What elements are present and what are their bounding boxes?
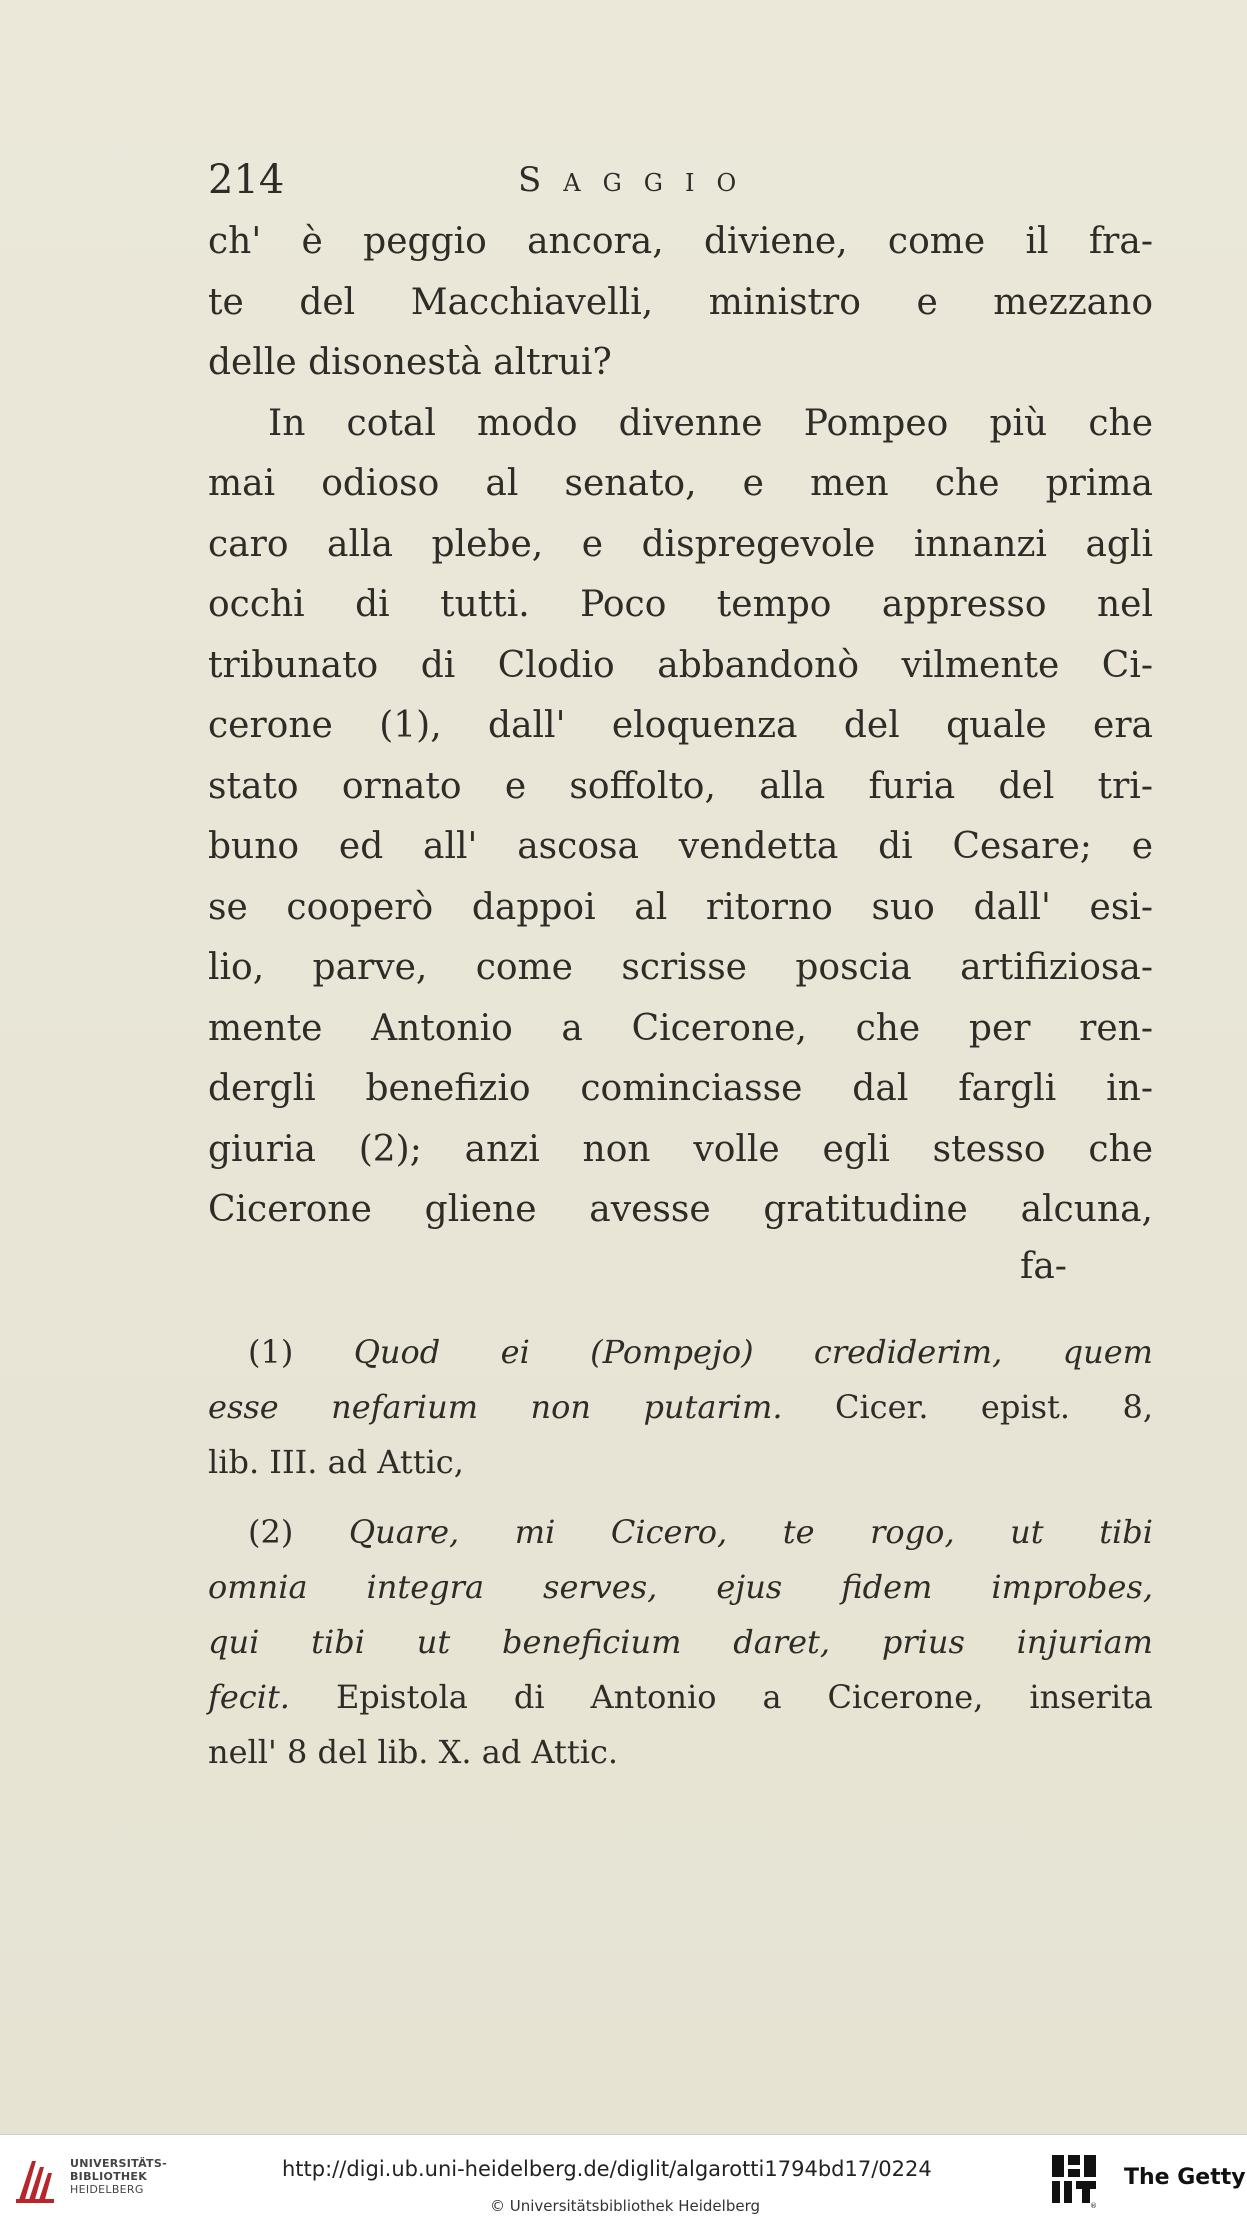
text-line: occhi di tutti. Poco tempo appresso nel (208, 584, 1153, 625)
text-line: cerone (1), dall' eloquenza del quale era (208, 705, 1153, 746)
footnote-text: fecit. (208, 1678, 290, 1716)
getty-logo-icon[interactable] (1050, 2153, 1100, 2209)
footnote-text: omnia integra serves, ejus fidem improbes, (208, 1568, 1153, 1606)
text-line: se cooperò dappoi al ritorno suo dall' esi- (208, 886, 1153, 928)
footnote-text: esse nefarium non putarim. (208, 1388, 783, 1426)
university-library-logo-icon[interactable] (14, 2155, 58, 2207)
footnote-text: qui tibi ut beneficium daret, prius injuriam (208, 1623, 1153, 1661)
text-line: tribunato di Clodio abbandonò vilmente Ci- (208, 644, 1153, 686)
footnote-1 (208, 1325, 1153, 1490)
text-line: delle disonestà altrui? (208, 342, 612, 383)
footnote-text: Quare, mi Cicero, te rogo, ut tibi (348, 1513, 1154, 1551)
text-line: ch' è peggio ancora, diviene, come il fra- (208, 221, 1153, 262)
running-head (208, 150, 1153, 210)
footnote-mark: (2) (248, 1513, 294, 1551)
text-line: In cotal modo divenne Pompeo più che (268, 402, 1153, 444)
footnote-text: Quod ei (Pompejo) crediderim, quem (353, 1333, 1154, 1371)
sponsor-name: The Getty (1124, 2165, 1246, 2190)
text-line: Cicerone gliene avesse gratitudine alcuna, (208, 1189, 1153, 1230)
university-library-name: UNIVERSITÄTS- BIBLIOTHEK HEIDELBERG (70, 2157, 167, 2196)
text-line: giuria (2); anzi non volle egli stesso che (208, 1128, 1153, 1170)
main-text (208, 212, 1153, 1241)
text-line: dergli benefizio cominciasse dal fargli in- (208, 1068, 1153, 1109)
footnote-text: Epistola di Antonio a Cicerone, inserita (289, 1678, 1153, 1716)
viewer-footer (0, 2134, 1247, 2225)
text-line: lio, parve, come scrisse poscia artifiziosa- (208, 947, 1153, 988)
text-line: caro alla plebe, e dispregevole innanzi agli (208, 523, 1153, 565)
text-line: mai odioso al senato, e men che prima (208, 463, 1153, 504)
permalink-url[interactable]: http://digi.ub.uni-heidelberg.de/diglit/algarotti1794bd17/0224 (282, 2157, 932, 2181)
copyright-notice: © Universitätsbibliothek Heidelberg (490, 2197, 761, 2215)
running-title: Saggio (518, 160, 759, 200)
footnote-text: Cicer. epist. 8, (782, 1388, 1154, 1426)
page-number: 214 (208, 157, 285, 203)
text-line: mente Antonio a Cicerone, che per ren- (208, 1007, 1153, 1049)
footnote-2 (208, 1505, 1153, 1780)
text-line: te del Macchiavelli, ministro e mezzano (208, 281, 1153, 323)
footnote-text: nell' 8 del lib. X. ad Attic. (208, 1733, 619, 1771)
footnote-mark: (1) (248, 1333, 294, 1371)
text-line: stato ornato e soffolto, alla furia del tri- (208, 765, 1153, 807)
text-line: buno ed all' ascosa vendetta di Cesare; e (208, 826, 1153, 867)
footnote-text: lib. III. ad Attic, (208, 1443, 464, 1481)
catchword: fa- (1020, 1246, 1067, 1287)
svg-text:®: ® (1090, 2202, 1097, 2209)
